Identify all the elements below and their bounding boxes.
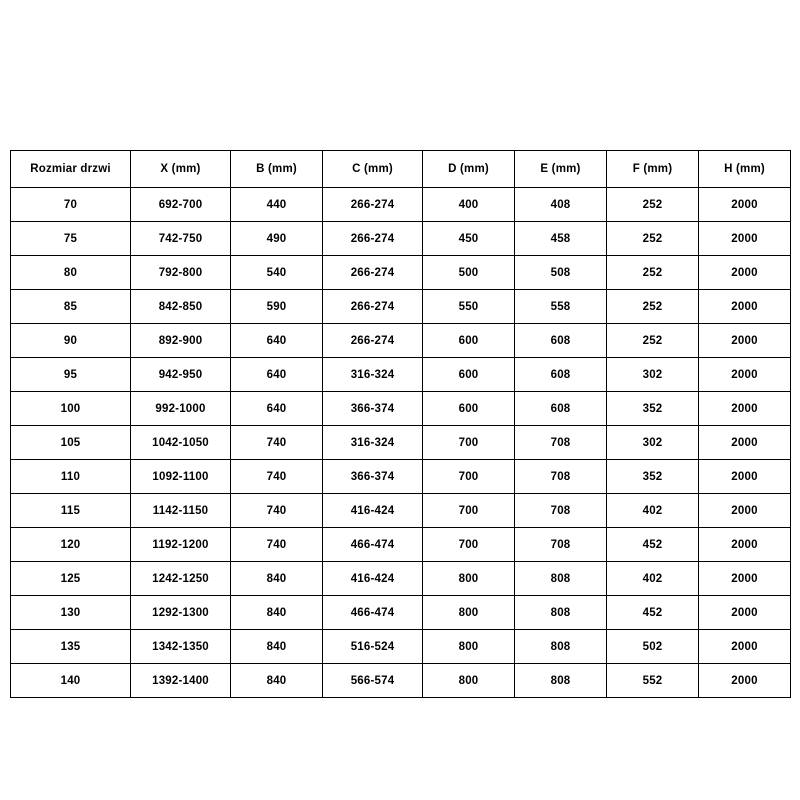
cell-c: 266-274 xyxy=(323,188,423,222)
cell-x: 842-850 xyxy=(131,290,231,324)
cell-h: 2000 xyxy=(699,188,791,222)
cell-f: 502 xyxy=(607,630,699,664)
cell-size: 120 xyxy=(11,528,131,562)
cell-e: 808 xyxy=(515,562,607,596)
cell-b: 840 xyxy=(231,630,323,664)
cell-h: 2000 xyxy=(699,290,791,324)
cell-b: 740 xyxy=(231,528,323,562)
cell-d: 600 xyxy=(423,358,515,392)
cell-c: 416-424 xyxy=(323,494,423,528)
cell-c: 366-374 xyxy=(323,392,423,426)
cell-x: 1292-1300 xyxy=(131,596,231,630)
cell-h: 2000 xyxy=(699,222,791,256)
cell-h: 2000 xyxy=(699,630,791,664)
cell-e: 808 xyxy=(515,630,607,664)
cell-b: 640 xyxy=(231,392,323,426)
cell-d: 550 xyxy=(423,290,515,324)
size-table-container xyxy=(10,150,790,698)
cell-b: 440 xyxy=(231,188,323,222)
cell-f: 302 xyxy=(607,358,699,392)
cell-c: 466-474 xyxy=(323,528,423,562)
cell-size: 110 xyxy=(11,460,131,494)
cell-e: 808 xyxy=(515,596,607,630)
cell-h: 2000 xyxy=(699,426,791,460)
cell-x: 892-900 xyxy=(131,324,231,358)
table-row xyxy=(11,188,791,222)
cell-size: 85 xyxy=(11,290,131,324)
cell-x: 1342-1350 xyxy=(131,630,231,664)
cell-c: 316-324 xyxy=(323,426,423,460)
cell-d: 700 xyxy=(423,460,515,494)
cell-f: 402 xyxy=(607,562,699,596)
cell-x: 742-750 xyxy=(131,222,231,256)
cell-d: 700 xyxy=(423,426,515,460)
table-header-row xyxy=(11,151,791,188)
cell-d: 600 xyxy=(423,324,515,358)
cell-size: 80 xyxy=(11,256,131,290)
cell-x: 1142-1150 xyxy=(131,494,231,528)
cell-x: 692-700 xyxy=(131,188,231,222)
cell-x: 942-950 xyxy=(131,358,231,392)
cell-d: 800 xyxy=(423,664,515,698)
cell-f: 252 xyxy=(607,324,699,358)
table-row xyxy=(11,596,791,630)
cell-h: 2000 xyxy=(699,494,791,528)
cell-x: 1042-1050 xyxy=(131,426,231,460)
cell-d: 700 xyxy=(423,528,515,562)
cell-h: 2000 xyxy=(699,392,791,426)
table-row xyxy=(11,630,791,664)
cell-f: 302 xyxy=(607,426,699,460)
cell-e: 608 xyxy=(515,358,607,392)
cell-b: 740 xyxy=(231,426,323,460)
column-header-b: B (mm) xyxy=(231,151,323,188)
cell-x: 1242-1250 xyxy=(131,562,231,596)
cell-c: 416-424 xyxy=(323,562,423,596)
table-row xyxy=(11,494,791,528)
cell-b: 640 xyxy=(231,324,323,358)
table-row xyxy=(11,664,791,698)
cell-d: 800 xyxy=(423,562,515,596)
cell-f: 352 xyxy=(607,392,699,426)
cell-c: 266-274 xyxy=(323,290,423,324)
cell-c: 566-574 xyxy=(323,664,423,698)
table-row xyxy=(11,528,791,562)
cell-d: 450 xyxy=(423,222,515,256)
table-row xyxy=(11,562,791,596)
cell-h: 2000 xyxy=(699,664,791,698)
cell-d: 800 xyxy=(423,596,515,630)
cell-x: 992-1000 xyxy=(131,392,231,426)
cell-b: 540 xyxy=(231,256,323,290)
cell-e: 808 xyxy=(515,664,607,698)
cell-c: 366-374 xyxy=(323,460,423,494)
cell-e: 708 xyxy=(515,528,607,562)
cell-b: 590 xyxy=(231,290,323,324)
cell-h: 2000 xyxy=(699,562,791,596)
cell-c: 316-324 xyxy=(323,358,423,392)
cell-b: 840 xyxy=(231,562,323,596)
cell-f: 402 xyxy=(607,494,699,528)
cell-f: 252 xyxy=(607,222,699,256)
column-header-h: H (mm) xyxy=(699,151,791,188)
cell-e: 608 xyxy=(515,324,607,358)
cell-e: 608 xyxy=(515,392,607,426)
cell-size: 95 xyxy=(11,358,131,392)
cell-h: 2000 xyxy=(699,528,791,562)
cell-h: 2000 xyxy=(699,358,791,392)
cell-x: 1392-1400 xyxy=(131,664,231,698)
cell-c: 516-524 xyxy=(323,630,423,664)
cell-size: 70 xyxy=(11,188,131,222)
cell-size: 135 xyxy=(11,630,131,664)
cell-b: 840 xyxy=(231,596,323,630)
table-row xyxy=(11,426,791,460)
cell-f: 452 xyxy=(607,528,699,562)
cell-x: 1192-1200 xyxy=(131,528,231,562)
column-header-e: E (mm) xyxy=(515,151,607,188)
door-size-table xyxy=(10,150,791,698)
cell-e: 458 xyxy=(515,222,607,256)
table-row xyxy=(11,358,791,392)
cell-d: 600 xyxy=(423,392,515,426)
cell-e: 408 xyxy=(515,188,607,222)
table-row xyxy=(11,460,791,494)
table-row xyxy=(11,222,791,256)
cell-d: 500 xyxy=(423,256,515,290)
cell-f: 252 xyxy=(607,188,699,222)
cell-size: 105 xyxy=(11,426,131,460)
cell-f: 352 xyxy=(607,460,699,494)
cell-size: 100 xyxy=(11,392,131,426)
cell-e: 708 xyxy=(515,494,607,528)
cell-h: 2000 xyxy=(699,460,791,494)
column-header-x: X (mm) xyxy=(131,151,231,188)
cell-x: 792-800 xyxy=(131,256,231,290)
cell-size: 115 xyxy=(11,494,131,528)
cell-f: 552 xyxy=(607,664,699,698)
cell-b: 740 xyxy=(231,494,323,528)
cell-f: 252 xyxy=(607,290,699,324)
cell-h: 2000 xyxy=(699,596,791,630)
column-header-c: C (mm) xyxy=(323,151,423,188)
cell-c: 266-274 xyxy=(323,222,423,256)
cell-b: 740 xyxy=(231,460,323,494)
column-header-f: F (mm) xyxy=(607,151,699,188)
cell-f: 252 xyxy=(607,256,699,290)
table-row xyxy=(11,392,791,426)
cell-e: 508 xyxy=(515,256,607,290)
cell-size: 90 xyxy=(11,324,131,358)
cell-f: 452 xyxy=(607,596,699,630)
cell-size: 125 xyxy=(11,562,131,596)
cell-b: 640 xyxy=(231,358,323,392)
cell-e: 708 xyxy=(515,426,607,460)
cell-x: 1092-1100 xyxy=(131,460,231,494)
cell-size: 130 xyxy=(11,596,131,630)
table-row xyxy=(11,256,791,290)
cell-c: 466-474 xyxy=(323,596,423,630)
table-row xyxy=(11,324,791,358)
cell-h: 2000 xyxy=(699,256,791,290)
cell-c: 266-274 xyxy=(323,256,423,290)
cell-e: 708 xyxy=(515,460,607,494)
cell-d: 700 xyxy=(423,494,515,528)
cell-b: 840 xyxy=(231,664,323,698)
cell-e: 558 xyxy=(515,290,607,324)
cell-d: 800 xyxy=(423,630,515,664)
cell-size: 140 xyxy=(11,664,131,698)
cell-h: 2000 xyxy=(699,324,791,358)
cell-size: 75 xyxy=(11,222,131,256)
cell-c: 266-274 xyxy=(323,324,423,358)
column-header-rozmiar-drzwi: Rozmiar drzwi xyxy=(11,151,131,188)
table-row xyxy=(11,290,791,324)
cell-b: 490 xyxy=(231,222,323,256)
column-header-d: D (mm) xyxy=(423,151,515,188)
cell-d: 400 xyxy=(423,188,515,222)
